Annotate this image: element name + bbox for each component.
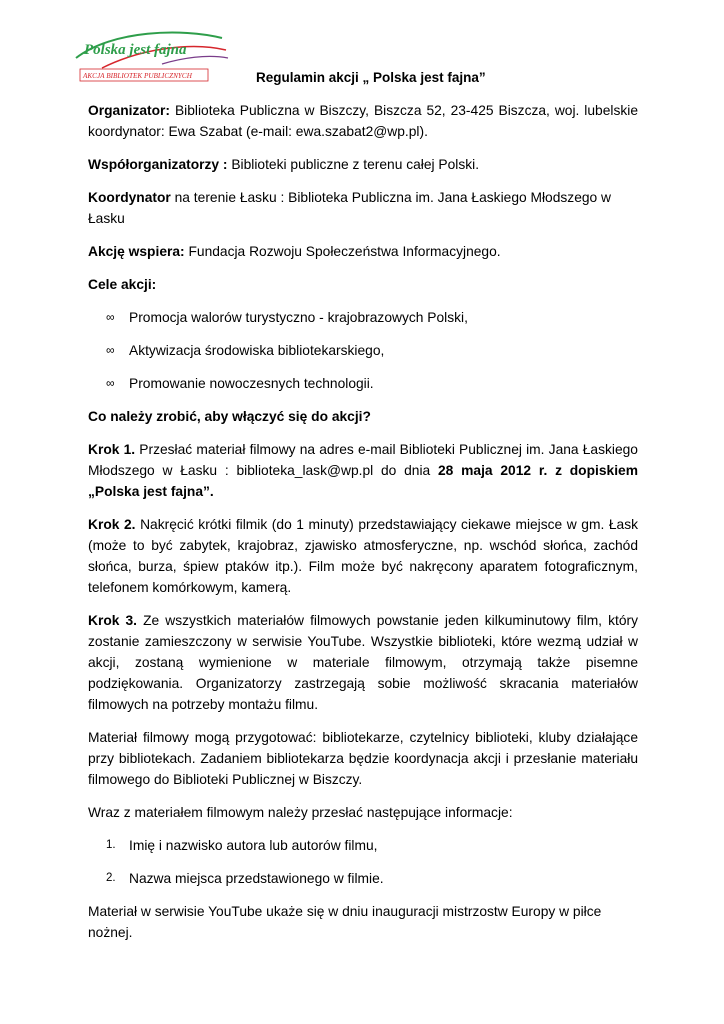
goal-text: Promowanie nowoczesnych technologii. [129, 376, 374, 391]
goals-heading [88, 274, 638, 295]
step1-label: Krok 1. [88, 442, 136, 457]
logo [72, 28, 232, 84]
how-heading [88, 406, 638, 427]
organizer-text: Biblioteka Publiczna w Biszczy, Biszcza 52, 23-425 Biszcza, woj. lubelskie koordynator: Ewa Szabat (e-mail: ewa.szabat2@wp.pl). [88, 103, 638, 139]
list-item [88, 307, 638, 328]
infinity-bullet-icon: ∞ [106, 343, 115, 357]
how-heading-text: Co należy zrobić, aby włączyć się do akcji? [88, 409, 371, 424]
step2-label: Krok 2. [88, 517, 136, 532]
info-list [88, 835, 638, 889]
info-intro: Wraz z materiałem filmowym należy przesłać następujące informacje: [88, 805, 513, 820]
info-item-text: Imię i nazwisko autora lub autorów filmu, [129, 838, 378, 853]
infinity-bullet-icon: ∞ [106, 376, 115, 390]
step1-paragraph [88, 439, 638, 502]
goal-text: Promocja walorów turystyczno - krajobrazowych Polski, [129, 310, 468, 325]
info-item-text: Nazwa miejsca przedstawionego w filmie. [129, 871, 384, 886]
coorganizers-label: Współorganizatorzy : [88, 157, 228, 172]
goals-label: Cele akcji: [88, 277, 157, 292]
logo-subtitle: AKCJA BIBLIOTEK PUBLICZNYCH [83, 72, 192, 80]
organizer-paragraph [88, 100, 638, 142]
step1-deadline: 28 maja 2012 r. z dopiskiem „Polska jest fajna”. [88, 463, 638, 499]
coordinator-paragraph [88, 187, 638, 229]
step1-text: Przesłać materiał filmowy na adres e-mail Biblioteki Publicznej im. Jana Łaskiego Młodszego w Łasku : biblioteka_lask@wp.pl do dnia [88, 442, 638, 478]
infinity-bullet-icon: ∞ [106, 310, 115, 324]
closing-paragraph: Materiał w serwisie YouTube ukaże się w dniu inauguracji mistrzostw Europy w piłce nożnej. [88, 904, 602, 940]
document-body [88, 100, 638, 955]
list-number: 2. [106, 872, 116, 884]
list-item [88, 868, 638, 889]
goal-text: Aktywizacja środowiska bibliotekarskiego, [129, 343, 385, 358]
step2-text: Nakręcić krótki filmik (do 1 minuty) przedstawiający ciekawe miejsce w gm. Łask (może to być zabytek, krajobraz, zjawisko atmosferyczne, np. wschód słońca, zachód słońca, burza, śpiew ptaków itp.). Film może być nakręcony aparatem fotograficznym, telefonem komórkowym, kamerą. [88, 517, 639, 595]
organizer-label: Organizator: [88, 103, 171, 118]
list-item [88, 373, 638, 394]
material-paragraph: Materiał filmowy mogą przygotować: bibliotekarze, czytelnicy biblioteki, kluby działające przy bibliotekach. Zadaniem bibliotekarza będzie koordynacja akcji i przesłanie materiału filmowego do Biblioteki Publicznej w Biszczy. [88, 730, 638, 787]
step3-text: Ze wszystkich materiałów filmowych powstanie jeden kilkuminutowy film, który zostanie zamieszczony w serwisie YouTube. Wszystkie biblioteki, które wezmą udział w akcji, zostaną wymienione w materiale filmowym, otrzymają także pisemne podziękowania. Organizatorzy zastrzegają sobie możliwość skracania materiałów filmowych na potrzeby montażu filmu. [88, 613, 638, 712]
support-text: Fundacja Rozwoju Społeczeństwa Informacyjnego. [184, 244, 501, 259]
list-item [88, 835, 638, 856]
step2-paragraph [88, 514, 638, 598]
logo-graphic [72, 28, 232, 84]
list-item [88, 340, 638, 361]
step3-paragraph [88, 610, 638, 715]
support-paragraph [88, 241, 638, 262]
coordinator-label: Koordynator [88, 190, 171, 205]
list-number: 1. [106, 839, 116, 851]
coorganizers-paragraph [88, 154, 638, 175]
goals-list [88, 307, 638, 394]
support-label: Akcję wspiera: [88, 244, 185, 259]
document-title: Regulamin akcji „ Polska jest fajna” [256, 70, 486, 85]
logo-text: Polska jest fajna [84, 42, 187, 58]
step3-label: Krok 3. [88, 613, 138, 628]
coordinator-text: na terenie Łasku : Biblioteka Publiczna im. Jana Łaskiego Młodszego w Łasku [88, 190, 612, 226]
coorganizers-text: Biblioteki publiczne z terenu całej Polski. [227, 157, 480, 172]
